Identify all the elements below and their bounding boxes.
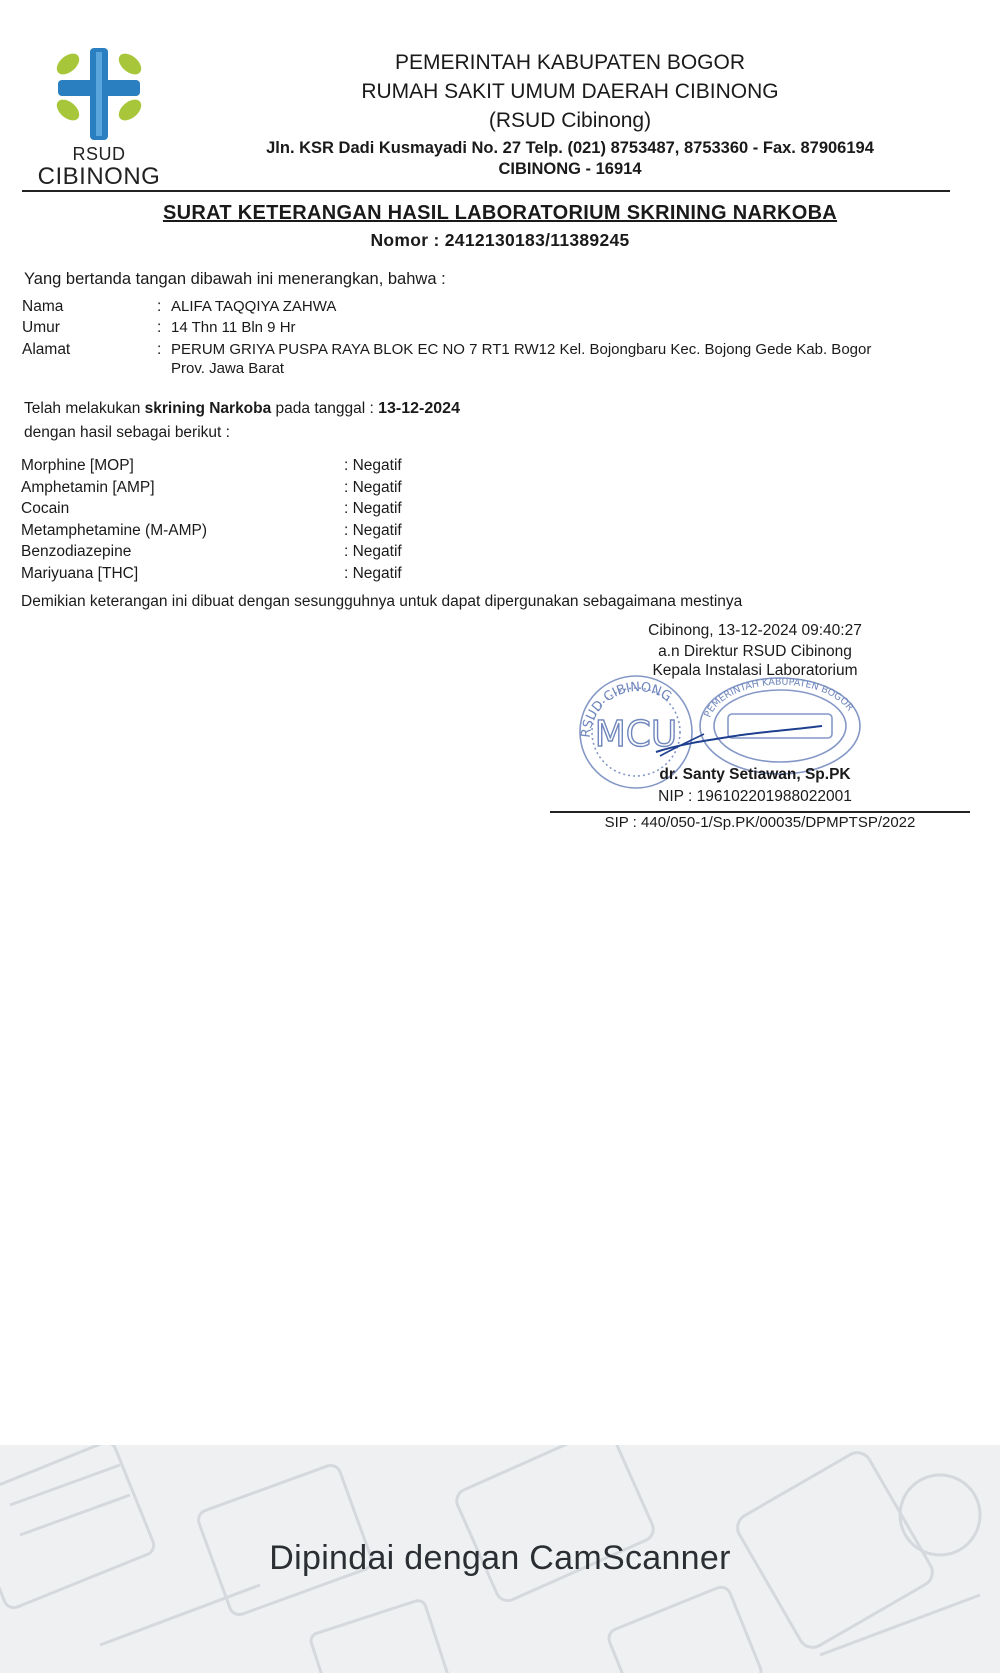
camscanner-label: Dipindai dengan CamScanner (269, 1539, 731, 1577)
closing-statement: Demikian keterangan ini dibuat dengan sesungguhnya untuk dapat dipergunakan sebagaimana mestinya (21, 593, 743, 610)
colon-separator: : (157, 341, 162, 358)
result-intro: dengan hasil sebagai berikut : (24, 424, 230, 441)
screening-statement (24, 400, 460, 418)
stamp-right-ring-text: PEMERINTAH KABUPATEN BOGOR (702, 676, 856, 720)
handwritten-signature (656, 726, 822, 752)
header-city: CIBINONG - 16914 (498, 160, 642, 178)
patient-address-line1: PERUM GRIYA PUSPA RAYA BLOK EC NO 7 RT1 RW12 Kel. Bojongbaru Kec. Bojong Gede Kab. Bogor (171, 341, 872, 358)
patient-name: ALIFA TAQQIYA ZAHWA (171, 298, 337, 315)
test-result: : Negatif (344, 500, 402, 517)
signature-position: Kepala Instalasi Laboratorium (652, 662, 858, 679)
address-label: Alamat (22, 341, 71, 358)
age-label: Umur (22, 319, 60, 336)
header-address: Jln. KSR Dadi Kusmayadi No. 27 Telp. (021) 8753487, 8753360 - Fax. 87906194 (266, 139, 874, 157)
header-divider (22, 190, 950, 192)
patient-age: 14 Thn 11 Bln 9 Hr (171, 319, 296, 336)
document-title: SURAT KETERANGAN HASIL LABORATORIUM SKRINING NARKOBA (162, 202, 838, 224)
screening-middle: pada tanggal : (271, 400, 379, 417)
colon-separator: : (157, 319, 162, 336)
header-hospital: RUMAH SAKIT UMUM DAERAH CIBINONG (361, 80, 779, 103)
test-result: : Negatif (344, 479, 402, 496)
cross-leaves-icon (46, 44, 152, 144)
signatory-nip: NIP : 196102201988022001 (658, 788, 852, 805)
test-name: Cocain (21, 500, 70, 517)
signature-divider (550, 811, 970, 813)
hospital-logo (34, 44, 164, 190)
stamp-left-ring-text: RSUD CIBINONG (578, 679, 675, 739)
header-hospital-short: (RSUD Cibinong) (488, 109, 652, 132)
colon-separator: : (157, 298, 162, 315)
signatory-name: dr. Santy Setiawan, Sp.PK (659, 766, 851, 783)
logo-text-cibinong: CIBINONG (37, 163, 161, 190)
logo-text-rsud: RSUD (72, 144, 126, 164)
test-name: Benzodiazepine (21, 543, 132, 560)
signatory-sip: SIP : 440/050-1/Sp.PK/00035/DPMPTSP/2022 (604, 814, 916, 831)
stamp-center-text: MCU (594, 714, 678, 755)
screening-prefix: Telah melakukan (24, 400, 145, 417)
test-result: : Negatif (344, 457, 402, 474)
camscanner-footer (0, 1445, 1000, 1673)
patient-address-line2: Prov. Jawa Barat (171, 360, 285, 377)
screening-type: skrining Narkoba (144, 400, 272, 417)
test-name: Metamphetamine (M-AMP) (21, 522, 208, 539)
signature-on-behalf: a.n Direktur RSUD Cibinong (658, 643, 852, 660)
signature-place-date: Cibinong, 13-12-2024 09:40:27 (648, 622, 862, 639)
test-result: : Negatif (344, 543, 402, 560)
test-name: Morphine [MOP] (21, 457, 134, 474)
test-name: Amphetamin [AMP] (21, 479, 155, 496)
header-government: PEMERINTAH KABUPATEN BOGOR (394, 51, 746, 74)
name-label: Nama (22, 298, 64, 315)
test-name: Mariyuana [THC] (21, 565, 139, 582)
test-result: : Negatif (344, 522, 402, 539)
test-result: : Negatif (344, 565, 402, 582)
screening-date: 13-12-2024 (378, 400, 460, 417)
document-number: Nomor : 2412130183/11389245 (370, 230, 630, 250)
intro-text: Yang bertanda tangan dibawah ini menerangkan, bahwa : (24, 270, 446, 288)
